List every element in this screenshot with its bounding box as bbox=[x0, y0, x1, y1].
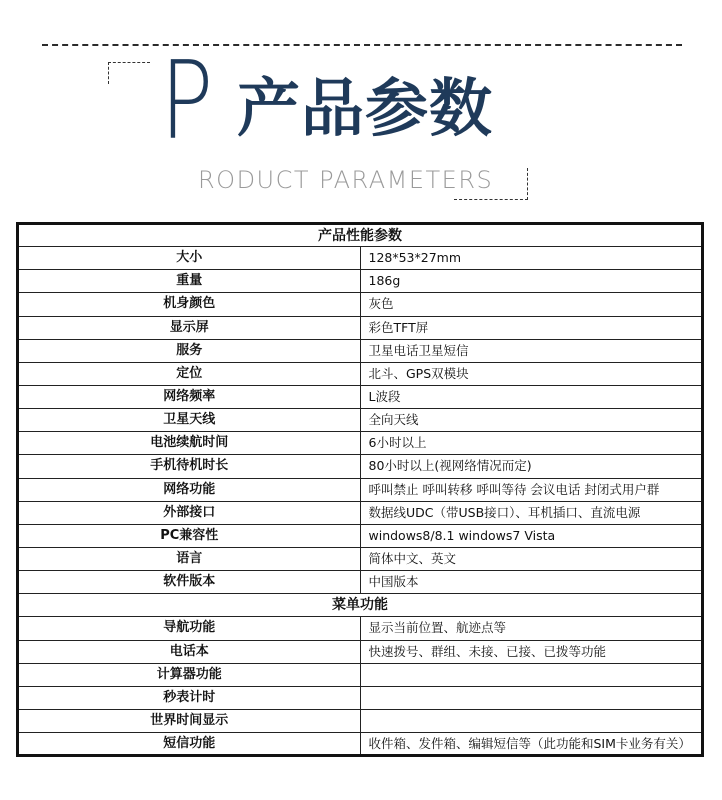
table-row bbox=[18, 339, 703, 362]
title-big-letter: P bbox=[160, 39, 214, 164]
menu-key: 世界时间显示 bbox=[18, 709, 361, 732]
table-row bbox=[18, 270, 703, 293]
page-subtitle-english: RODUCT PARAMETERS bbox=[198, 166, 494, 194]
spec-value: 186g bbox=[360, 270, 703, 293]
spec-key: 网络频率 bbox=[18, 385, 361, 408]
spec-key: 重量 bbox=[18, 270, 361, 293]
table-row bbox=[18, 455, 703, 478]
table-row bbox=[18, 663, 703, 686]
spec-value: L波段 bbox=[360, 385, 703, 408]
spec-key: 电池续航时间 bbox=[18, 432, 361, 455]
section-title-specs: 产品性能参数 bbox=[18, 224, 703, 247]
menu-key: 导航功能 bbox=[18, 617, 361, 640]
spec-key: 服务 bbox=[18, 339, 361, 362]
spec-value: 彩色TFT屏 bbox=[360, 316, 703, 339]
section-header-row bbox=[18, 224, 703, 247]
spec-key: 大小 bbox=[18, 247, 361, 270]
menu-key: 秒表计时 bbox=[18, 686, 361, 709]
spec-key: 卫星天线 bbox=[18, 409, 361, 432]
table-row bbox=[18, 385, 703, 408]
spec-value: 全向天线 bbox=[360, 409, 703, 432]
menu-value bbox=[360, 686, 703, 709]
table-row bbox=[18, 247, 703, 270]
menu-value bbox=[360, 663, 703, 686]
table-row bbox=[18, 571, 703, 594]
table-row bbox=[18, 293, 703, 316]
spec-key: 定位 bbox=[18, 362, 361, 385]
menu-value: 快速拨号、群组、未接、已接、已拨等功能 bbox=[360, 640, 703, 663]
menu-key: 短信功能 bbox=[18, 733, 361, 756]
table-row bbox=[18, 640, 703, 663]
spec-value: 6小时以上 bbox=[360, 432, 703, 455]
decorative-corner-bracket-left bbox=[108, 62, 150, 84]
menu-key: 电话本 bbox=[18, 640, 361, 663]
spec-value: 80小时以上(视网络情况而定) bbox=[360, 455, 703, 478]
spec-value: 灰色 bbox=[360, 293, 703, 316]
spec-key: 网络功能 bbox=[18, 478, 361, 501]
spec-value: 128*53*27mm bbox=[360, 247, 703, 270]
menu-key: 计算器功能 bbox=[18, 663, 361, 686]
spec-key: 外部接口 bbox=[18, 501, 361, 524]
page-title: 产品参数 bbox=[237, 72, 493, 145]
spec-key: 机身颜色 bbox=[18, 293, 361, 316]
spec-value: 卫星电话卫星短信 bbox=[360, 339, 703, 362]
spec-value: 北斗、GPS双模块 bbox=[360, 362, 703, 385]
table-row bbox=[18, 316, 703, 339]
spec-value: 中国版本 bbox=[360, 571, 703, 594]
table-row bbox=[18, 524, 703, 547]
section-title-menu: 菜单功能 bbox=[18, 594, 703, 617]
table-row bbox=[18, 432, 703, 455]
table-row bbox=[18, 478, 703, 501]
table-row bbox=[18, 709, 703, 732]
spec-value: windows8/8.1 windows7 Vista bbox=[360, 524, 703, 547]
table-row bbox=[18, 547, 703, 570]
spec-key: 语言 bbox=[18, 547, 361, 570]
table-row bbox=[18, 501, 703, 524]
product-spec-table bbox=[16, 222, 704, 757]
spec-key: 手机待机时长 bbox=[18, 455, 361, 478]
spec-value: 简体中文、英文 bbox=[360, 547, 703, 570]
table-row bbox=[18, 617, 703, 640]
table-row bbox=[18, 409, 703, 432]
spec-key: 软件版本 bbox=[18, 571, 361, 594]
menu-value bbox=[360, 709, 703, 732]
menu-value: 显示当前位置、航迹点等 bbox=[360, 617, 703, 640]
spec-key: 显示屏 bbox=[18, 316, 361, 339]
table-row bbox=[18, 733, 703, 756]
table-row bbox=[18, 686, 703, 709]
spec-key: PC兼容性 bbox=[18, 524, 361, 547]
section-header-row bbox=[18, 594, 703, 617]
table-row bbox=[18, 362, 703, 385]
spec-value: 呼叫禁止 呼叫转移 呼叫等待 会议电话 封闭式用户群 bbox=[360, 478, 703, 501]
top-dashed-divider bbox=[42, 44, 682, 46]
spec-value: 数据线UDC（带USB接口）、耳机插口、直流电源 bbox=[360, 501, 703, 524]
menu-value: 收件箱、发件箱、编辑短信等（此功能和SIM卡业务有关） bbox=[360, 733, 703, 756]
